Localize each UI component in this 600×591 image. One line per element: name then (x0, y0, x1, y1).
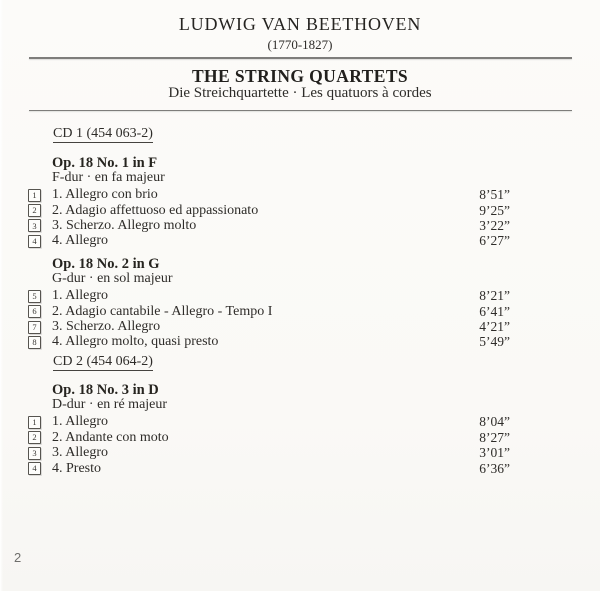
work-op18no3 (0, 383, 600, 476)
album-title-block (0, 67, 600, 101)
track-row (28, 289, 510, 304)
track-title: 3. Scherzo. Allegro (52, 319, 161, 335)
track-row (28, 415, 510, 430)
track-number: 2 (32, 432, 37, 443)
track-number-box (28, 235, 41, 248)
track-time: 4’21” (479, 319, 510, 335)
track-number-box (28, 336, 41, 349)
track-title: 1. Allegro (52, 288, 108, 304)
track-list (0, 289, 600, 351)
track-time: 3’22” (479, 217, 510, 233)
divider-bottom (29, 110, 572, 112)
track-row (28, 430, 510, 445)
track-row (28, 203, 510, 218)
track-time: 8’21” (479, 288, 510, 304)
disc-label-cd1: CD 1 (454 063-2) (53, 126, 153, 141)
track-number: 5 (32, 291, 37, 301)
track-number-box (28, 431, 41, 444)
page-header (0, 0, 600, 52)
work-op18no2 (0, 257, 600, 350)
track-time: 6’36” (479, 460, 510, 476)
disc-label-cd2: CD 2 (454 064-2) (53, 354, 153, 370)
track-number: 4 (32, 463, 37, 474)
work-key: F-dur · en fa majeur (52, 170, 165, 185)
track-time: 8’51” (479, 187, 510, 203)
track-title: 1. Allegro (52, 414, 108, 430)
work-op18no1 (0, 156, 600, 249)
track-title: 2. Adagio cantabile - Allegro - Tempo I (52, 303, 273, 319)
track-time: 8’04” (479, 414, 510, 430)
track-number: 3 (32, 220, 37, 231)
track-number: 6 (32, 306, 37, 317)
track-number: 3 (32, 447, 37, 458)
track-row (28, 335, 510, 350)
work-key: G-dur · en sol majeur (52, 271, 173, 287)
album-title: THE STRING QUARTETS (191, 65, 409, 86)
track-row (28, 218, 510, 233)
album-subtitle: Die Streichquartette · Les quatuors à cordes (168, 84, 432, 101)
track-time: 9’25” (479, 202, 510, 218)
track-row (28, 461, 510, 476)
track-number: 1 (32, 189, 37, 200)
composer-dates: (1770-1827) (267, 37, 333, 52)
track-row (28, 445, 510, 460)
track-list (0, 188, 600, 250)
track-title: 3. Scherzo. Allegro molto (52, 217, 197, 233)
track-number-box (28, 321, 41, 334)
track-number: 7 (32, 321, 37, 332)
track-number-box (28, 416, 41, 429)
track-number-box (28, 462, 41, 475)
track-time: 6’27” (479, 233, 510, 249)
composer-name: LUDWIG VAN BEETHOVEN (178, 14, 422, 34)
track-number-box (28, 189, 41, 202)
work-title: Op. 18 No. 1 in F (52, 155, 158, 171)
divider-top (29, 57, 572, 59)
track-title: 2. Andante con moto (52, 429, 169, 445)
track-row (28, 319, 510, 334)
track-title: 1. Allegro con brio (52, 187, 158, 203)
track-list (0, 415, 600, 477)
work-title: Op. 18 No. 2 in G (52, 256, 160, 273)
track-title: 3. Allegro (52, 445, 108, 461)
track-number: 1 (32, 417, 37, 428)
track-row (28, 234, 510, 249)
track-time: 8’27” (479, 429, 510, 445)
track-number-box (28, 219, 41, 232)
track-number-box (28, 204, 41, 217)
track-number-box (28, 447, 41, 460)
track-number-box (28, 290, 41, 303)
track-title: 4. Allegro (52, 233, 108, 249)
track-time: 3’01” (479, 445, 510, 461)
work-key: D-dur · en ré majeur (52, 397, 168, 413)
track-title: 4. Allegro molto, quasi presto (52, 334, 219, 350)
track-title: 4. Presto (52, 460, 101, 476)
track-number-box (28, 305, 41, 318)
track-row (28, 304, 510, 319)
work-title: Op. 18 No. 3 in D (52, 382, 159, 399)
track-time: 5’49” (479, 334, 510, 350)
track-number: 2 (32, 205, 37, 216)
track-time: 6’41” (479, 303, 510, 319)
track-title: 2. Adagio affettuoso ed appassionato (52, 202, 259, 218)
track-number: 4 (32, 236, 37, 247)
track-row (28, 188, 510, 203)
track-number: 8 (32, 337, 37, 348)
page-number: 2 (14, 550, 22, 565)
